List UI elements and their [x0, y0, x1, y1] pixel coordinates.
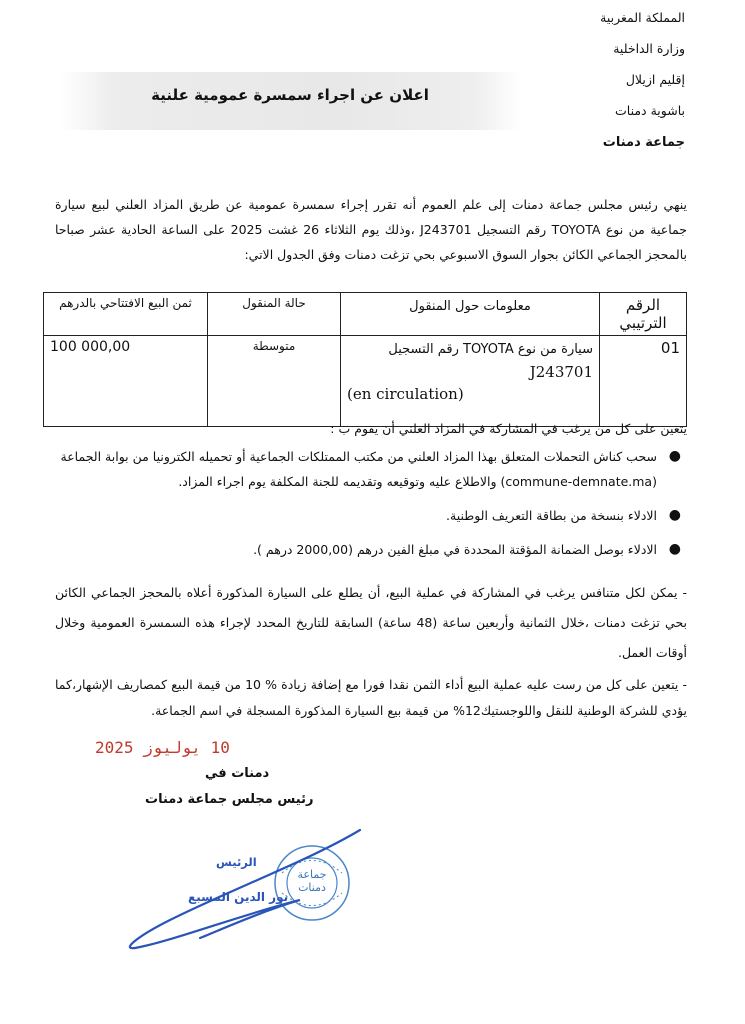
stamp-text: جماعة دمنات	[297, 868, 327, 894]
requirement-text: الادلاء بنسخة من بطاقة التعريف الوطنية.	[446, 508, 657, 523]
header-kingdom: المملكة المغربية	[600, 10, 685, 25]
cell-num: 01	[600, 336, 687, 427]
bullet-icon: ●	[668, 448, 681, 464]
requirement-text: الادلاء بوصل الضمانة المؤقتة المحددة في مبلغ الفين درهم (2000,00 درهم ).	[253, 542, 657, 557]
header-province: إقليم ازيلال	[625, 72, 685, 87]
payment-paragraph: - يتعين على كل من رست عليه عملية البيع أداء الثمن نقدا فورا مع إضافة زيادة % 10 من قيمة البيع كمصاريف الإشهار،كما يؤدي للشركة الوطنية للنقل واللوجستيك12% من قيمة بيع السيارة المذكورة المسجلة في اسم الجماعة.	[55, 677, 687, 718]
header-ministry: وزارة الداخلية	[613, 41, 685, 56]
bullet-icon: ●	[668, 507, 681, 523]
date-stamp: 10 يوليوز 2025	[95, 738, 230, 757]
header-state: حالة المنقول	[208, 293, 341, 336]
header-num: الرقم الترتيبي	[600, 293, 687, 336]
cell-info-line3: (en circulation)	[347, 385, 464, 403]
list-item	[55, 444, 687, 494]
inspection-paragraph: - يمكن لكل متنافس يرغب في المشاركة في عملية البيع، أن يطلع على السيارة المذكورة أعلاه بالمحجز الجماعي الكائن بحي تزغت دمنات ،خلال الثمانية وأربعين ساعة (48 ساعة) السابقة للتاريخ المحدد لإجراء هذه السمسرة العمومية وخلال أوقات العمل.	[55, 585, 687, 660]
requirements-intro: يتعين على كل من يرغب في المشاركة في المزاد العلني أن يقوم ب :	[330, 421, 687, 436]
header-price: ثمن البيع الافتتاحي بالدرهم	[44, 293, 208, 336]
letterhead	[545, 12, 685, 167]
cell-info	[341, 336, 600, 427]
cell-price: 100 000,00	[44, 336, 208, 427]
header-commune: جماعة دمنات	[602, 135, 685, 150]
signer-name: نور الدين المسبع	[188, 890, 289, 904]
handwritten-signature-icon	[110, 820, 370, 960]
items-table	[43, 292, 687, 427]
requirement-text: سحب كناش التحملات المتعلق بهذا المزاد العلني من مكتب الممتلكات الجماعية أو تحميله الكترونيا من بوابة الجماعة (commune-demnate.ma) والاطلاع عليه وتوقيعه وتقديمه للجنة المكلفة يوم اجراء المزاد.	[60, 449, 657, 489]
list-item	[55, 503, 687, 528]
header-info: معلومات حول المنقول	[341, 293, 600, 336]
signature-role: رئيس مجلس جماعة دمنات	[145, 792, 314, 807]
cell-state: متوسطة	[208, 336, 341, 427]
table-header-row	[44, 293, 687, 336]
intro-paragraph: ينهي رئيس مجلس جماعة دمنات إلى علم العموم أنه تقرر إجراء سمسرة عمومية عن طريق المزاد العلني لبيع سيارة جماعية من نوع TOYOTA رقم التسجيل J243701 ،وذلك يوم الثلاثاء 26 غشت 2025 على الساعة الحادية عشر صباحا بالمحجز الجماعي الكائن بجوار السوق الاسبوعي بحي تزغت دمنات وفق الجدول الاتي:	[55, 197, 687, 262]
cell-info-line2: J243701	[529, 363, 593, 381]
table-row	[44, 336, 687, 427]
signature-place: دمنات في	[205, 766, 270, 781]
list-item	[55, 537, 687, 562]
signer-title: الرئيس	[216, 855, 257, 869]
header-pashalik: باشوية دمنات	[615, 103, 685, 118]
cell-info-line1: سيارة من نوع TOYOTA رقم التسجيل	[388, 342, 593, 357]
requirements-list	[55, 444, 687, 571]
bullet-icon: ●	[668, 541, 681, 557]
page-title: اعلان عن اجراء سمسرة عمومية علنية	[151, 86, 429, 104]
